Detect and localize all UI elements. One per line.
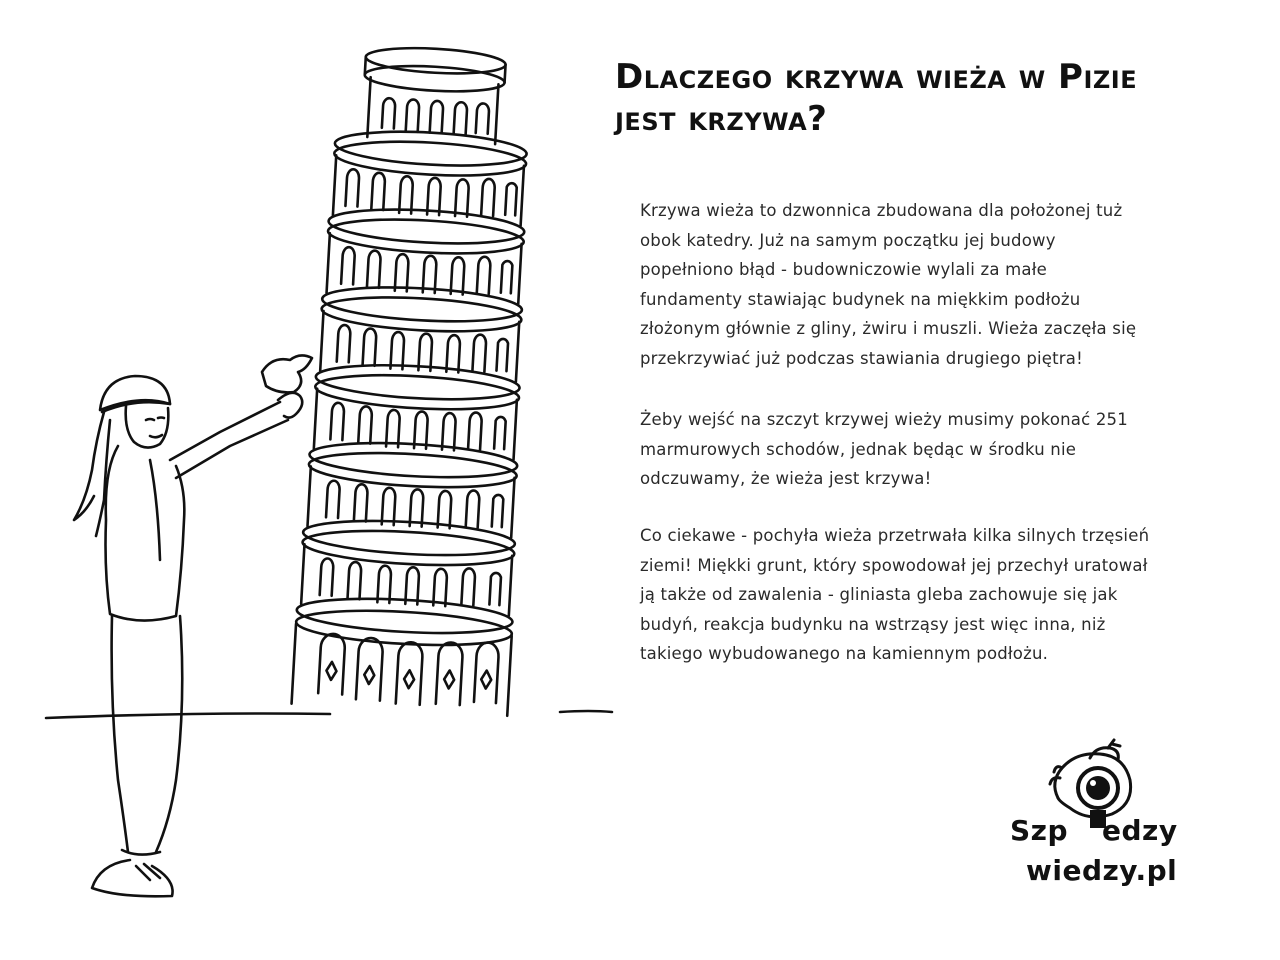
site-logo[interactable] — [1010, 738, 1190, 898]
paragraph-line: takiego wybudowanego na kamiennym podłożu. — [640, 644, 1049, 663]
ground-line — [46, 711, 612, 718]
paragraph-line: obok katedry. Już na samym początku jej budowy — [640, 230, 1056, 250]
paragraph-line: Co ciekawe - pochyła wieża przetrwała kilka silnych trzęsień — [640, 526, 1150, 545]
logo-text-left: Szp — [1010, 814, 1069, 847]
tower-icon — [292, 43, 545, 716]
paragraph-3 — [640, 521, 1220, 669]
paragraph-2 — [640, 405, 1220, 494]
title-line-1: Dlaczego krzywa wieża w Pizie — [615, 57, 1138, 97]
tower-arches-top — [382, 98, 490, 136]
paragraph-line: odczuwamy, że wieża jest krzywa! — [640, 469, 932, 488]
paragraph-line: budyń, reakcja budynku na wstrząsy jest więc inna, niż — [640, 614, 1106, 634]
paragraph-line: Żeby wejść na szczyt krzywej wieży musimy pokonać 251 — [640, 410, 1128, 429]
logo-text-right: edzy — [1102, 814, 1178, 847]
paragraph-line: popełniono błąd - budowniczowie wylali za małe — [640, 260, 1047, 279]
tower-base — [292, 594, 514, 716]
paragraph-line: marmurowych schodów, jednak będąc w środku nie — [640, 439, 1077, 459]
paragraph-1 — [640, 196, 1220, 373]
paragraph-line: ziemi! Miękki grunt, który spowodował jej przechył uratował — [640, 555, 1148, 575]
title-line-2: jest krzywa? — [615, 99, 828, 139]
tower-floors — [299, 127, 537, 616]
paragraph-line: złożonym głównie z gliny, żwiru i muszli. Wieża zaczęła się — [640, 319, 1137, 338]
paragraph-line: Krzywa wieża to dzwonnica zbudowana dla położonej tuż — [640, 201, 1123, 220]
paragraph-line: ją także od zawalenia - gliniasta gleba zachowuje się jak — [640, 585, 1118, 604]
girl-figure — [74, 355, 312, 896]
paragraph-line: fundamenty stawiając budynek na miękkim podłożu — [640, 289, 1081, 309]
logo-domain: wiedzy.pl — [1026, 854, 1178, 887]
paragraph-line: przekrzywiać już podczas stawiania drugiego piętra! — [640, 348, 1083, 368]
page-title — [615, 56, 1255, 140]
